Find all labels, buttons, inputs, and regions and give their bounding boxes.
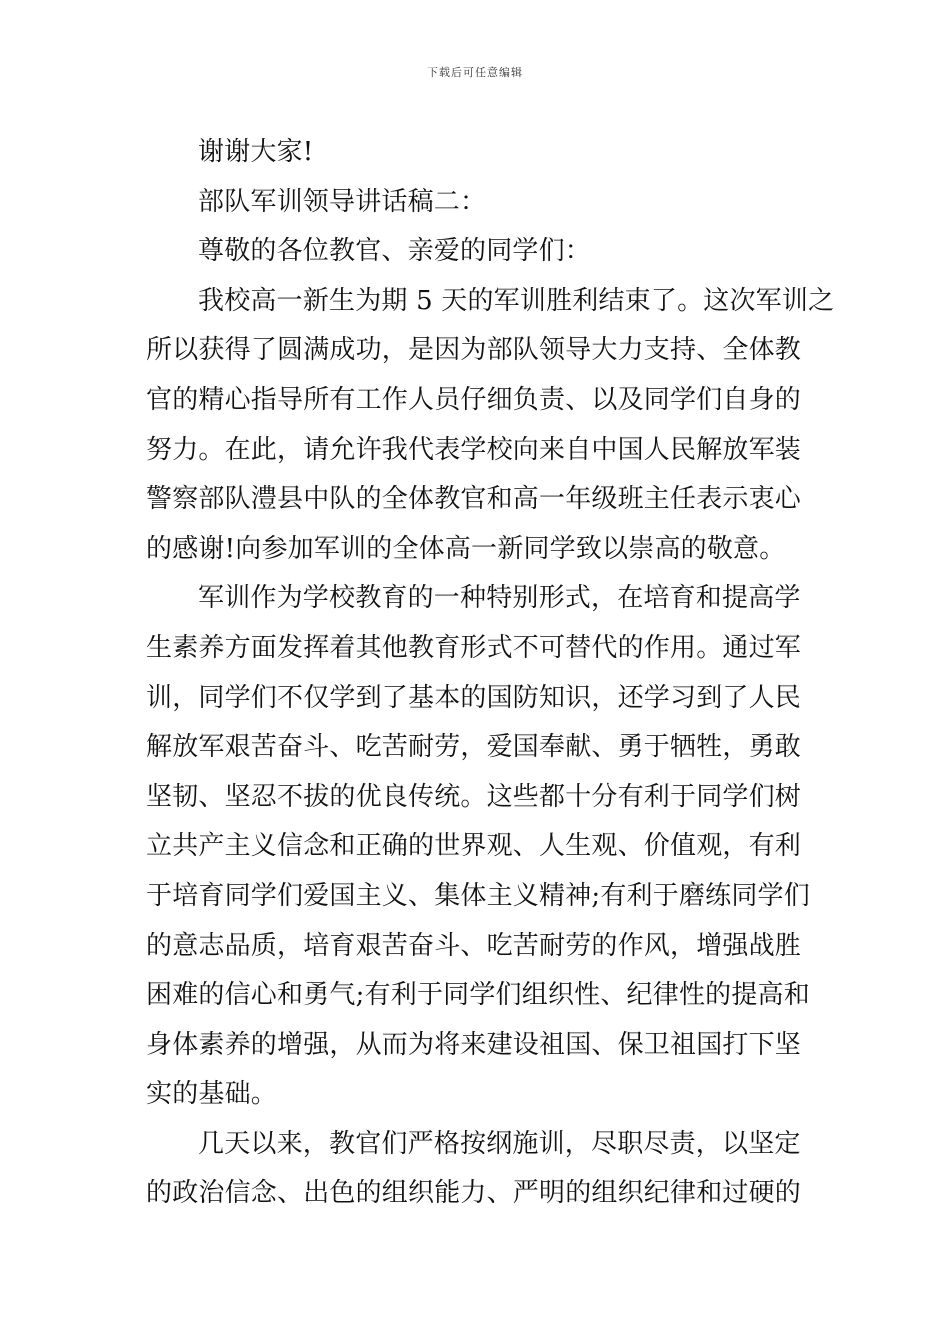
text-line: 立共产主义信念和正确的世界观、人生观、价值观，有利 xyxy=(146,831,802,862)
text-line: 官的精心指导所有工作人员仔细负责、以及同学们自身的 xyxy=(146,384,802,415)
text-line: 于培育同学们爱国主义、集体主义精神;有利于磨练同学们 xyxy=(146,880,810,911)
text-line: 的政治信念、出色的组织能力、严明的组织纪律和过硬的 xyxy=(146,1178,802,1209)
text-line: 军训作为学校教育的一种特别形式，在培育和提高学 xyxy=(198,583,801,614)
text-line: 的意志品质，培育艰苦奋斗、吃苦耐劳的作风，增强战胜 xyxy=(146,930,802,961)
text-line: 我校高一新生为期 5 天的军训胜利结束了。这次军训之 xyxy=(198,285,835,316)
text-line: 谢谢大家! xyxy=(198,137,314,167)
text-line: 生素养方面发挥着其他教育形式不可替代的作用。通过军 xyxy=(146,632,802,663)
text-line: 尊敬的各位教官、亲爱的同学们： xyxy=(198,236,592,267)
text-line: 几天以来，教官们严格按纲施训，尽职尽责，以坚定 xyxy=(198,1128,801,1159)
document-body xyxy=(146,128,835,1219)
text-line: 训，同学们不仅学到了基本的国防知识，还学习到了人民 xyxy=(146,682,802,713)
page-header: 下载后可任意编辑 xyxy=(427,66,523,79)
text-line: 努力。在此，请允许我代表学校向来自中国人民解放军装 xyxy=(146,434,802,465)
text-line: 警察部队澧县中队的全体教官和高一年级班主任表示衷心 xyxy=(146,484,802,515)
text-line: 所以获得了圆满成功，是因为部队领导大力支持、全体教 xyxy=(146,335,802,366)
text-line: 解放军艰苦奋斗、吃苦耐劳，爱国奉献、勇于牺牲，勇敢 xyxy=(146,732,802,763)
text-line: 部队军训领导讲话稿二： xyxy=(198,186,487,217)
text-line: 的感谢!向参加军训的全体高一新同学致以崇高的敬意。 xyxy=(146,533,786,564)
text-line: 实的基础。 xyxy=(146,1079,278,1110)
text-line: 困难的信心和勇气;有利于同学们组织性、纪律性的提高和 xyxy=(146,980,810,1011)
text-line: 坚韧、坚忍不拔的优良传统。这些都十分有利于同学们树 xyxy=(146,781,802,812)
text-line: 身体素养的增强，从而为将来建设祖国、保卫祖国打下坚 xyxy=(146,1029,802,1060)
